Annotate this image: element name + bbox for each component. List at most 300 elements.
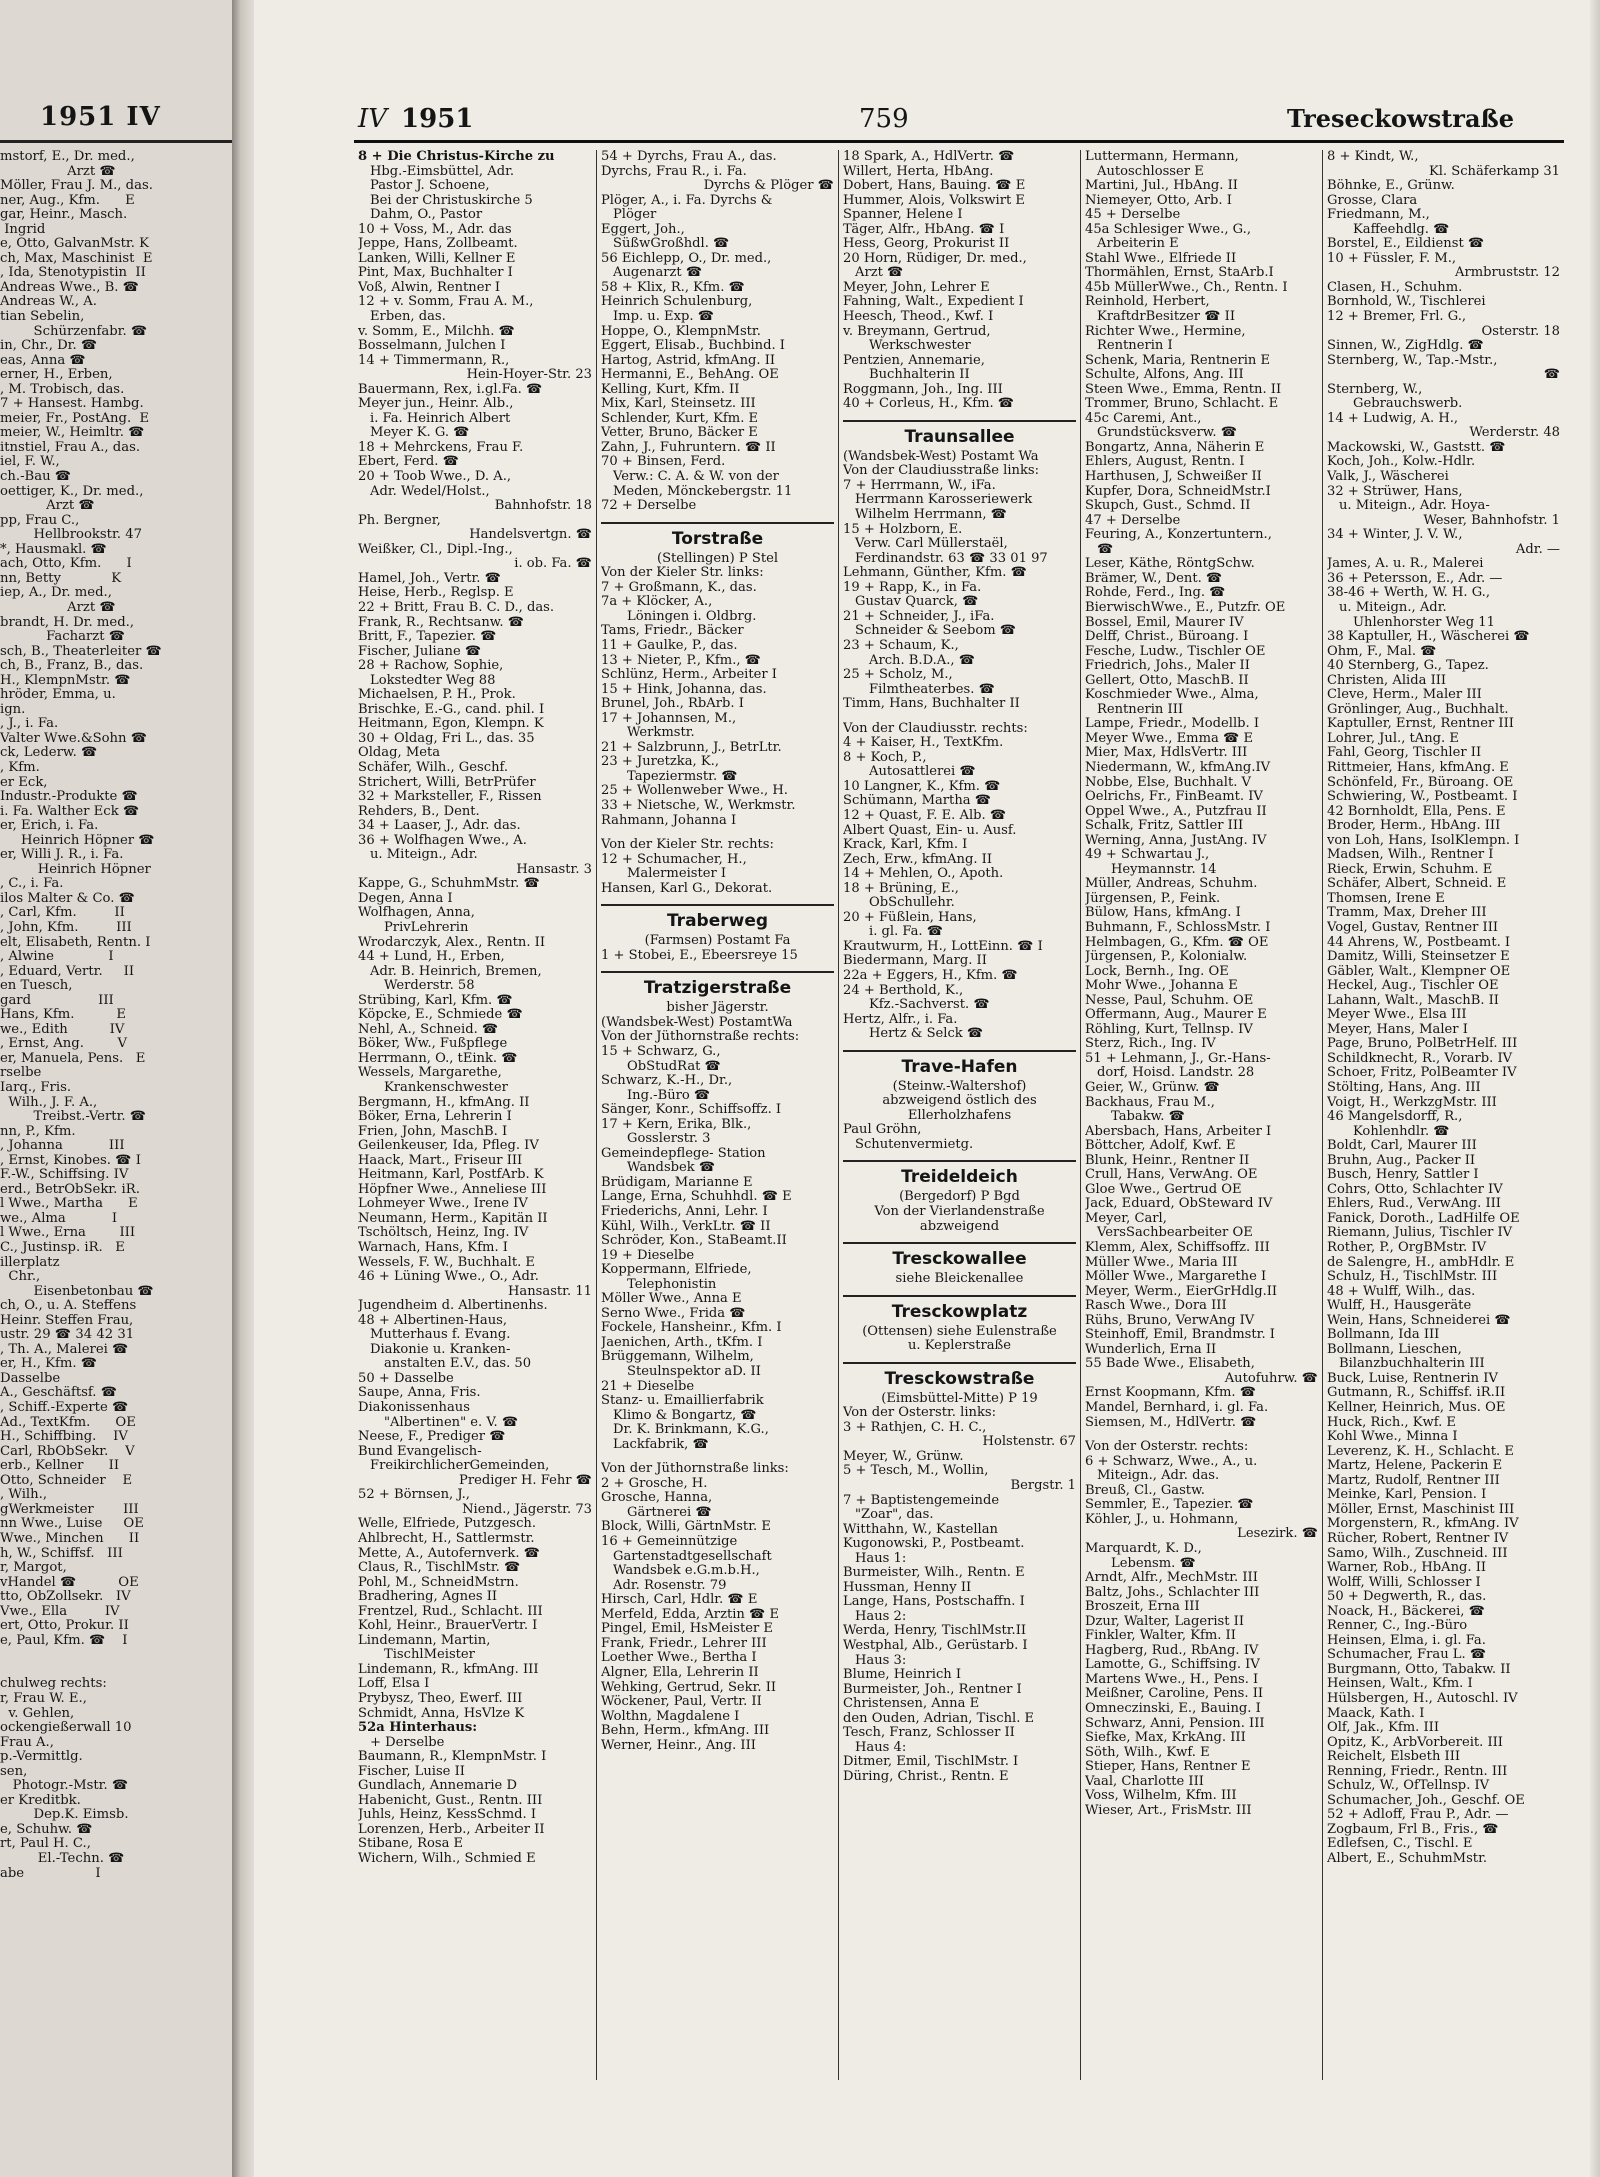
- left-page-line: , Kfm.: [0, 759, 40, 775]
- directory-entry: Timm, Hans, Buchhalter II: [843, 697, 1020, 712]
- directory-entry: Arndt, Alfr., MechMstr. III: [1085, 1571, 1258, 1586]
- left-page-line: El.-Techn. ☎: [0, 1850, 125, 1866]
- directory-entry: Tesch, Franz, Schlosser II: [843, 1726, 1015, 1741]
- directory-entry: 40 Sternberg, G., Tapez.: [1327, 659, 1489, 674]
- directory-entry: Broszeit, Erna III: [1085, 1600, 1200, 1615]
- directory-entry: Leser, Käthe, RöntgSchw.: [1085, 557, 1255, 572]
- directory-entry: 5 + Tesch, M., Wollin,: [843, 1464, 989, 1479]
- directory-entry: Fischer, Juliane ☎: [358, 644, 482, 659]
- directory-entry: 12 + Quast, F. E. Alb. ☎: [843, 808, 1007, 823]
- directory-entry: 7 + Großmann, K., das.: [601, 580, 757, 595]
- directory-entry: Kaffeehdlg. ☎: [1353, 222, 1450, 237]
- directory-entry: dorf, Hoisd. Landstr. 28: [1097, 1066, 1255, 1081]
- directory-entry: Willert, Herta, HbAng.: [843, 164, 994, 179]
- directory-entry: Schumacher, Frau L. ☎: [1327, 1648, 1487, 1663]
- left-page-line: sch, B., Theaterleiter ☎: [0, 643, 162, 659]
- directory-entry: Rieck, Erwin, Schuhm. E: [1327, 862, 1493, 877]
- directory-entry: Burmeister, Wilh., Rentn. E: [843, 1566, 1025, 1581]
- left-page-line: ch, Max, Maschinist E: [0, 250, 153, 266]
- directory-entry: Gloe Wwe., Gertrud OE: [1085, 1182, 1242, 1197]
- directory-entry: 18 + Brüning, E.,: [843, 881, 959, 896]
- directory-entry: 49 + Schwartau J.,: [1085, 848, 1210, 863]
- directory-entry: Jack, Eduard, ObSteward IV: [1085, 1197, 1273, 1212]
- directory-entry: Hertz, Alfr., i. Fa.: [843, 1012, 958, 1027]
- directory-entry: Lindemann, R., kfmAng. III: [358, 1662, 539, 1677]
- directory-entry: Grosche, Hanna,: [601, 1491, 713, 1506]
- directory-entry: Von der Jüthornstraße links:: [601, 1462, 789, 1477]
- left-page-line: er, Manuela, Pens. E: [0, 1050, 146, 1066]
- directory-entry: Frentzel, Rud., Schlacht. III: [358, 1604, 543, 1619]
- directory-entry: ☎: [1543, 368, 1560, 383]
- directory-entry: Niemeyer, Otto, Arb. I: [1085, 193, 1232, 208]
- directory-entry: Stahl Wwe., Elfriede II: [1085, 251, 1237, 266]
- directory-entry: u. Miteign., Adr.: [370, 848, 478, 863]
- directory-entry: 36 + Wolfhagen Wwe., A.: [358, 833, 527, 848]
- left-page-line: ign.: [0, 701, 26, 717]
- left-page-line: F.-W., Schiffsing. IV: [0, 1167, 129, 1183]
- directory-entry: (Wandsbek-West) Postamt Wa: [843, 449, 1039, 464]
- left-page-line: ilos Malter & Co. ☎: [0, 890, 136, 906]
- directory-entry: Frank, R., Rechtsanw. ☎: [358, 615, 525, 630]
- directory-entry: Möller Wwe., Anna E: [601, 1292, 742, 1307]
- left-page-line: , C., i. Fa.: [0, 876, 64, 892]
- directory-entry: Prybysz, Theo, Ewerf. III: [358, 1691, 523, 1706]
- left-page-line: abe I: [0, 1865, 101, 1881]
- directory-entry: 14 + Ludwig, A. H.,: [1327, 411, 1459, 426]
- directory-entry: 2 + Grosche, H.: [601, 1476, 708, 1491]
- directory-entry: Renner, C., Ing.-Büro: [1327, 1619, 1468, 1634]
- left-page-line: [0, 1648, 232, 1663]
- directory-entry: 17 + Kern, Erika, Blk.,: [601, 1117, 752, 1132]
- directory-entry: Möller, Ernst, Maschinist III: [1327, 1502, 1515, 1517]
- directory-entry: Zahn, J., Fuhruntern. ☎ II: [601, 440, 776, 455]
- directory-entry: "Zoar", das.: [855, 1508, 934, 1523]
- directory-entry: 32 + Marksteller, F., Rissen: [358, 790, 542, 805]
- directory-entry: Breuß, Cl., Gastw.: [1085, 1483, 1205, 1498]
- directory-entry: Martz, Helene, Packerin E: [1327, 1459, 1503, 1474]
- section-gap: [1085, 1430, 1318, 1440]
- left-page-line: e, Otto, GalvanMstr. K: [0, 236, 150, 252]
- directory-entry: Noack, H., Bäckerei, ☎: [1327, 1604, 1485, 1619]
- directory-entry: Clasen, H., Schuhm.: [1327, 280, 1463, 295]
- directory-entry: Meden, Mönckebergstr. 11: [613, 484, 793, 499]
- directory-entry: 38-46 + Werth, W. H. G.,: [1327, 586, 1491, 601]
- directory-entry: Fahning, Walt., Expedient I: [843, 295, 1024, 310]
- directory-entry: Ph. Bergner,: [358, 513, 441, 528]
- left-page-line: Facharzt ☎: [0, 629, 126, 645]
- directory-entry: Bergstr. 1: [1010, 1479, 1076, 1494]
- directory-entry: Serno Wwe., Frida ☎: [601, 1306, 746, 1321]
- left-page-line: iel, F. W.,: [0, 454, 60, 470]
- directory-entry: Filmtheaterbes. ☎: [869, 682, 995, 697]
- directory-entry: Britt, F., Tapezier. ☎: [358, 630, 497, 645]
- directory-entry: ☎: [1097, 542, 1114, 557]
- directory-entry: Pastor J. Schoene,: [370, 179, 490, 194]
- directory-entry: Böttcher, Adolf, Kwf. E: [1085, 1139, 1236, 1154]
- directory-entry: Lamotte, G., Schiffsing. IV: [1085, 1658, 1260, 1673]
- directory-entry: 17 + Johannsen, M.,: [601, 711, 737, 726]
- directory-entry: 70 + Binsen, Ferd.: [601, 455, 726, 470]
- directory-entry: Mackowski, W., Gaststt. ☎: [1327, 440, 1506, 455]
- directory-entry: anstalten E.V., das. 50: [384, 1357, 532, 1372]
- directory-entry: Lehmann, Günther, Kfm. ☎: [843, 566, 1027, 581]
- directory-entry: 72 + Derselbe: [601, 499, 697, 514]
- directory-entry: Opitz, K., ArbVorbereit. III: [1327, 1735, 1503, 1750]
- left-page-line: , Th. A., Malerei ☎: [0, 1341, 129, 1357]
- directory-entry: 38 Kaptuller, H., Wäscherei ☎: [1327, 630, 1530, 645]
- left-page-line: er Kreditbk.: [0, 1792, 81, 1808]
- directory-entry: 8 + Kindt, W.,: [1327, 150, 1419, 164]
- directory-entry: den Ouden, Adrian, Tischl. E: [843, 1711, 1035, 1726]
- directory-entry: Albert Quast, Ein- u. Ausf.: [843, 823, 1017, 838]
- directory-entry: Koschmieder Wwe., Alma,: [1085, 688, 1259, 703]
- directory-entry: Adr. —: [1515, 542, 1560, 557]
- directory-entry: 15 + Schwarz, G.,: [601, 1044, 721, 1059]
- directory-entry: Werderstr. 48: [1469, 426, 1560, 441]
- directory-entry: Prediger H. Fehr ☎: [459, 1473, 592, 1488]
- directory-entry: Mette, A., Autofernverk. ☎: [358, 1546, 540, 1561]
- directory-entry: Oldag, Meta: [358, 746, 441, 761]
- directory-entry: Cohrs, Otto, Schlachter IV: [1327, 1182, 1503, 1197]
- directory-entry: Lesezirk. ☎: [1237, 1527, 1318, 1542]
- directory-entry: Siemsen, M., HdlVertr. ☎: [1085, 1415, 1257, 1430]
- left-page-line: , Wilh.,: [0, 1487, 48, 1503]
- column-3: [838, 150, 1080, 2080]
- left-page-line: Andreas Wwe., B. ☎: [0, 279, 140, 295]
- directory-entry: Steulnspektor aD. II: [627, 1365, 761, 1380]
- directory-entry: Grundstücksverw. ☎: [1097, 426, 1238, 441]
- directory-entry: Schenk, Maria, Rentnerin E: [1085, 353, 1271, 368]
- directory-entry: Arbeiterin E: [1097, 237, 1179, 252]
- directory-entry: Wessels, Margarethe,: [358, 1066, 502, 1081]
- directory-entry: Heitmann, Karl, PostfArb. K: [358, 1168, 544, 1183]
- left-page-line: chulweg rechts:: [0, 1676, 107, 1692]
- directory-entry: Von der Osterstr. rechts:: [1085, 1440, 1249, 1455]
- directory-entry: i. ob. Fa. ☎: [514, 557, 592, 572]
- directory-entry: Harthusen, J, Schweißer II: [1085, 470, 1262, 485]
- directory-entry: Verw. Carl Müllerstaël,: [855, 537, 1008, 552]
- directory-entry: Friedmann, M.,: [1327, 208, 1430, 223]
- directory-entry: Steinhoff, Emil, Brandmstr. I: [1085, 1328, 1275, 1343]
- street-heading: Tresckowallee: [843, 1242, 1076, 1270]
- directory-entry: i. Fa. Heinrich Albert: [370, 411, 511, 426]
- directory-entry: Reinhold, Herbert,: [1085, 295, 1210, 310]
- page-year: 1951: [401, 104, 474, 134]
- directory-entry: 10 + Voss, M., Adr. das: [358, 222, 512, 237]
- directory-entry: Rühs, Bruno, VerwAng IV: [1085, 1313, 1255, 1328]
- directory-entry: 7 + Baptistengemeinde: [843, 1493, 1000, 1508]
- left-page-line: Industr.-Produkte ☎: [0, 789, 138, 805]
- directory-entry: Schlender, Kurt, Kfm. E: [601, 411, 759, 426]
- directory-entry: Baltz, Johs., Schlachter III: [1085, 1585, 1260, 1600]
- directory-entry: Busch, Henry, Sattler I: [1327, 1168, 1479, 1183]
- directory-entry: 23 + Schaum, K.,: [843, 638, 959, 653]
- directory-entry: Klimo & Bongartz, ☎: [613, 1408, 757, 1423]
- directory-entry: Adr. Rosenstr. 79: [613, 1578, 727, 1593]
- directory-entry: Hess, Georg, Prokurist II: [843, 237, 1010, 252]
- directory-entry: Friederichs, Anni, Lehr. I: [601, 1205, 768, 1219]
- directory-entry: Köpcke, E., Schmiede ☎: [358, 1008, 523, 1023]
- directory-entry: Krankenschwester: [384, 1081, 508, 1095]
- directory-entry: Heesch, Theod., Kwf. I: [843, 310, 994, 325]
- directory-entry: 52 + Börnsen, J.,: [358, 1488, 470, 1503]
- left-page-line: , John, Kfm. III: [0, 919, 132, 935]
- directory-entry: 20 + Toob Wwe., D. A.,: [358, 470, 512, 485]
- directory-entry: 44 Ahrens, W., Postbeamt. I: [1327, 935, 1511, 950]
- directory-entry: Täger, Alfr., HbAng. ☎ I: [843, 222, 1005, 237]
- directory-entry: 14 + Timmermann, R.,: [358, 353, 510, 368]
- directory-entry: 50 + Dasselbe: [358, 1371, 454, 1386]
- left-page-line: l Wwe., Erna III: [0, 1225, 136, 1241]
- directory-entry: TischlMeister: [384, 1648, 475, 1663]
- directory-entry: Borstel, E., Eildienst ☎: [1327, 237, 1485, 252]
- directory-entry: Rittmeier, Hans, kfmAng. E: [1327, 760, 1509, 775]
- directory-entry: Kfz.-Sachverst. ☎: [869, 998, 990, 1013]
- left-page-line: Wwe., Minchen II: [0, 1530, 140, 1546]
- directory-entry: 36 + Petersson, E., Adr. —: [1327, 571, 1503, 586]
- directory-entry: Paul Gröhn,: [843, 1123, 922, 1138]
- directory-entry: Edlefsen, C., Tischl. E: [1327, 1837, 1473, 1852]
- directory-entry: Nesse, Paul, Schuhm. OE: [1085, 993, 1254, 1008]
- directory-entry: Werkschwester: [869, 339, 971, 354]
- left-page-line: oettiger, K., Dr. med.,: [0, 483, 144, 499]
- directory-entry: Wein, Hans, Schneiderei ☎: [1327, 1313, 1511, 1328]
- directory-entry: Koch, Joh., Kolw.-Hdlr.: [1327, 455, 1476, 470]
- left-page-line: ach, Otto, Kfm. I: [0, 556, 132, 572]
- directory-entry: Wessels, F. W., Buchhalt. E: [358, 1255, 535, 1270]
- directory-entry: Eggert, Elisab., Buchbind. I: [601, 339, 785, 354]
- left-page-line: iep, A., Dr. med.,: [0, 585, 112, 601]
- directory-entry: Hansastr. 11: [508, 1284, 592, 1299]
- directory-entry: Riemann, Julius, Tischler IV: [1327, 1226, 1513, 1241]
- directory-entry: Schäfer, Albert, Schneid. E: [1327, 877, 1507, 892]
- header-rule: [354, 140, 1564, 143]
- left-page-line: Heinrich Höpner: [0, 861, 151, 877]
- left-page-text: [0, 150, 232, 1881]
- left-page-line: ch, O., u. A. Steffens: [0, 1298, 137, 1314]
- directory-entry: Heitmann, Egon, Klempn. K: [358, 717, 544, 732]
- left-page-line: eas, Anna ☎: [0, 352, 86, 368]
- directory-entry: Haus 2:: [855, 1609, 907, 1624]
- directory-entry: Bollmann, Ida III: [1327, 1328, 1440, 1343]
- directory-entry: Werda, Henry, TischlMstr.II: [843, 1624, 1027, 1639]
- left-page-line: Ingrid: [0, 221, 46, 237]
- directory-entry: Lohrer, Jul., tAng. E: [1327, 731, 1459, 746]
- directory-entry: Bollmann, Lieschen,: [1327, 1342, 1462, 1357]
- left-page-line: ck, Lederw. ☎: [0, 745, 98, 761]
- directory-entry: Heise, Herb., Reglsp. E: [358, 586, 514, 601]
- directory-entry: Arch. B.D.A., ☎: [869, 653, 976, 668]
- directory-entry: Roggmann, Joh., Ing. III: [843, 382, 1003, 397]
- column-4: [1080, 150, 1322, 2080]
- directory-entry: Lebensm. ☎: [1111, 1556, 1196, 1571]
- directory-entry: Lange, Hans, Postschaffn. I: [843, 1595, 1025, 1610]
- directory-entry: Hbg.-Eimsbüttel, Adr.: [370, 164, 515, 179]
- directory-entry: Fesche, Ludw., Tischler OE: [1085, 644, 1266, 659]
- left-page-line: er, Willi J. R., i. Fa.: [0, 847, 124, 863]
- directory-entry: Wolthn, Magdalene I: [601, 1709, 740, 1724]
- left-page-line: , Carl, Kfm. II: [0, 905, 125, 921]
- section-gap: [601, 1452, 834, 1462]
- directory-columns: [354, 150, 1566, 2080]
- directory-entry: KraftdrBesitzer ☎ II: [1097, 310, 1236, 325]
- directory-entry: Dobert, Hans, Bauing. ☎ E: [843, 179, 1026, 194]
- directory-entry: 25 + Wollenweber Wwe., H.: [601, 784, 788, 799]
- directory-entry: Thomsen, Irene E: [1327, 891, 1445, 906]
- street-heading: Torstraße: [601, 522, 834, 550]
- directory-entry: Weißker, Cl., Dipl.-Ing.,: [358, 542, 513, 557]
- directory-entry: 18 Spark, A., HdlVertr. ☎: [843, 150, 1015, 164]
- directory-entry: siehe Bleickenallee: [895, 1272, 1024, 1287]
- directory-entry: Hussman, Henny II: [843, 1580, 972, 1595]
- directory-entry: Wunderlich, Erna II: [1085, 1342, 1217, 1357]
- directory-entry: Frien, John, MaschB. I: [358, 1124, 508, 1139]
- directory-entry: Haack, Mart., Friseur III: [358, 1153, 523, 1168]
- directory-entry: 23 + Juretzka, K.,: [601, 755, 719, 770]
- directory-entry: Niedermann, W., kfmAng.IV: [1085, 760, 1271, 775]
- directory-entry: Frank, Friedr., Lehrer III: [601, 1636, 767, 1651]
- directory-entry: Müller Wwe., Maria III: [1085, 1255, 1238, 1270]
- left-page-line: vHandel ☎ OE: [0, 1574, 139, 1590]
- directory-entry: 19 + Rapp, K., in Fa.: [843, 580, 982, 595]
- directory-entry: Semmler, E., Tapezier. ☎: [1085, 1498, 1254, 1513]
- directory-entry: Juhls, Heinz, KessSchmd. I: [358, 1808, 537, 1823]
- directory-entry: Autofuhrw. ☎: [1224, 1371, 1318, 1386]
- directory-entry: Böker, Erna, Lehrerin I: [358, 1110, 512, 1125]
- directory-entry: Backhaus, Frau M.,: [1085, 1095, 1215, 1110]
- directory-entry: 15 + Holzborn, E.: [843, 522, 963, 537]
- directory-entry: Buchhalterin II: [869, 368, 970, 383]
- directory-entry: Kl. Schäferkamp 31: [1428, 164, 1560, 179]
- directory-entry: Burgmann, Otto, Tabakw. II: [1327, 1662, 1511, 1677]
- directory-entry: von Loh, Hans, IsolKlempn. I: [1327, 833, 1520, 848]
- directory-entry: Tramm, Max, Dreher III: [1327, 906, 1487, 921]
- directory-entry: 13 + Nieter, P., Kfm., ☎: [601, 653, 761, 668]
- directory-entry: Jeppe, Hans, Zollbeamt.: [358, 237, 518, 252]
- directory-entry: 32 + Strüwer, Hans,: [1327, 484, 1463, 499]
- directory-entry: Tapeziermstr. ☎: [627, 769, 738, 784]
- left-page-line: Photogr.-Mstr. ☎: [0, 1778, 129, 1794]
- directory-entry: Röhling, Kurt, Tellnsp. IV: [1085, 1022, 1253, 1037]
- directory-entry: Geier, W., Grünw. ☎: [1085, 1081, 1220, 1095]
- directory-entry: Buck, Luise, Rentnerin IV: [1327, 1371, 1498, 1386]
- directory-entry: Pingel, Emil, HsMeister E: [601, 1622, 773, 1637]
- directory-entry: Tabakw. ☎: [1111, 1110, 1185, 1125]
- directory-entry: Kappe, G., SchuhmMstr. ☎: [358, 877, 540, 892]
- directory-entry: 58 + Klix, R., Kfm. ☎: [601, 280, 745, 295]
- directory-entry: Valk, J., Wäscherei: [1327, 470, 1449, 485]
- directory-entry: Zogbaum, Frl B., Fris., ☎: [1327, 1822, 1499, 1837]
- directory-entry: Schwarz, K.-H., Dr.,: [601, 1074, 733, 1089]
- left-page-line: erd., BetrObSekr. iR.: [0, 1181, 140, 1197]
- section-gap: [601, 828, 834, 838]
- left-page-line: Ad., TextKfm. OE: [0, 1414, 136, 1430]
- directory-entry: + Derselbe: [370, 1735, 445, 1750]
- directory-entry: Bilanzbuchhalterin III: [1339, 1357, 1485, 1372]
- directory-entry: Pohl, M., SchneidMstrn.: [358, 1575, 519, 1590]
- directory-entry: Stieper, Hans, Rentner E: [1085, 1760, 1251, 1775]
- directory-entry: Finkler, Walter, Kfm. II: [1085, 1629, 1236, 1644]
- directory-entry: Damitz, Willi, Steinsetzer E: [1327, 950, 1510, 965]
- directory-entry: (Wandsbek-West) PostamtWa: [601, 1015, 793, 1030]
- directory-entry: Müller, Andreas, Schuhm.: [1085, 877, 1258, 892]
- directory-entry: 56 Eichlepp, O., Dr. med.,: [601, 251, 772, 266]
- directory-entry: Kugonowski, P., Postbeamt.: [843, 1537, 1025, 1552]
- directory-entry: Hansastr. 3: [516, 862, 592, 877]
- directory-entry: Bradhering, Agnes II: [358, 1590, 498, 1605]
- directory-entry: Holstenstr. 67: [982, 1435, 1076, 1450]
- directory-entry: 20 + Füßlein, Hans,: [843, 910, 977, 925]
- directory-entry: Stanz- u. Emaillierfabrik: [601, 1394, 764, 1409]
- directory-entry: Lohmeyer Wwe., Irene IV: [358, 1197, 528, 1212]
- directory-entry: 50 + Degwerth, R., das.: [1327, 1590, 1487, 1605]
- directory-entry: 45c Caremi, Ant.,: [1085, 411, 1202, 426]
- directory-entry: Burmeister, Joh., Rentner I: [843, 1682, 1022, 1697]
- directory-entry: 22 + Britt, Frau B. C. D., das.: [358, 600, 555, 615]
- directory-entry: Fahl, Georg, Tischler II: [1327, 746, 1482, 761]
- directory-entry: Michaelsen, P. H., Prok.: [358, 688, 516, 703]
- directory-entry: 34 + Laaser, J., Adr. das.: [358, 819, 521, 834]
- directory-entry: Gellert, Otto, MaschB. II: [1085, 673, 1249, 688]
- directory-entry: PrivLehrerin: [384, 920, 469, 935]
- directory-entry: Strübing, Karl, Kfm. ☎: [358, 993, 513, 1008]
- directory-entry: Lorenzen, Herb., Arbeiter II: [358, 1822, 545, 1837]
- directory-entry: (Steinw.-Waltershof): [892, 1079, 1027, 1094]
- left-page-line: ustr. 29 ☎ 34 42 31: [0, 1327, 135, 1343]
- directory-entry: Bei der Christuskirche 5: [370, 193, 533, 208]
- directory-entry: Lange, Erna, Schuhhdl. ☎ E: [601, 1190, 792, 1205]
- directory-entry: Rehders, B., Dent.: [358, 804, 480, 819]
- directory-entry: 16 + Gemeinnützige: [601, 1535, 738, 1550]
- directory-entry: Jugendheim d. Albertinenhs.: [358, 1299, 548, 1314]
- left-page-line: Chr.,: [0, 1269, 41, 1285]
- left-page-line: rselbe: [0, 1065, 42, 1081]
- directory-entry: BierwischWwe., E., Putzfr. OE: [1085, 600, 1286, 615]
- directory-entry: FreikirchlicherGemeinden,: [370, 1459, 550, 1474]
- directory-entry: 12 + Bremer, Frl. G.,: [1327, 310, 1467, 325]
- directory-entry: Telephonistin: [627, 1277, 717, 1292]
- directory-entry: v. Breymann, Gertrud,: [843, 324, 991, 339]
- directory-entry: Vogel, Gustav, Rentner III: [1327, 920, 1499, 935]
- left-page-line: ch, B., Franz, B., das.: [0, 658, 144, 674]
- directory-entry: Autoschlosser E: [1097, 164, 1204, 179]
- directory-entry: Fockele, Hansheinr., Kfm. I: [601, 1321, 782, 1336]
- directory-entry: 10 Langner, K., Kfm. ☎: [843, 779, 1001, 794]
- directory-entry: 33 + Nietsche, W., Werkmstr.: [601, 798, 796, 813]
- directory-entry: Kupfer, Dora, SchneidMstr.I: [1085, 484, 1271, 499]
- directory-entry: Sternberg, W.,: [1327, 382, 1423, 397]
- directory-entry: de Salengre, H., ambHdlr. E: [1327, 1255, 1515, 1270]
- directory-entry: Ehlers, Rud., VerwAng. III: [1327, 1197, 1501, 1212]
- left-page-line: gard III: [0, 992, 114, 1008]
- directory-entry: Koppermann, Elfriede,: [601, 1263, 752, 1278]
- street-heading: Trave-Hafen: [843, 1050, 1076, 1078]
- directory-entry: Mohr Wwe., Johanna E: [1085, 979, 1238, 994]
- street-heading: Tresckowstraße: [843, 1362, 1076, 1390]
- directory-entry: Crull, Hans, VerwAng. OE: [1085, 1168, 1258, 1183]
- left-page-line: i. Fa. Walther Eck ☎: [0, 803, 140, 819]
- left-page-line: Carl, RbObSekr. V: [0, 1443, 135, 1459]
- directory-entry: Heinrich Schulenburg,: [601, 295, 753, 310]
- left-page-line: Heinrich Höpner ☎: [0, 832, 155, 848]
- directory-entry: Wandsbek e.G.m.b.H.,: [613, 1564, 760, 1579]
- directory-entry: Bosselmann, Julchen I: [358, 339, 506, 354]
- directory-entry: Wolff, Willi, Schlosser I: [1327, 1575, 1481, 1590]
- left-page-line: we., Alma I: [0, 1210, 118, 1226]
- directory-entry: Witthahn, W., Kastellan: [843, 1522, 998, 1537]
- directory-entry: Samo, Wilh., Zuschneid. III: [1327, 1546, 1508, 1561]
- directory-entry: 52a Hinterhaus:: [358, 1721, 478, 1736]
